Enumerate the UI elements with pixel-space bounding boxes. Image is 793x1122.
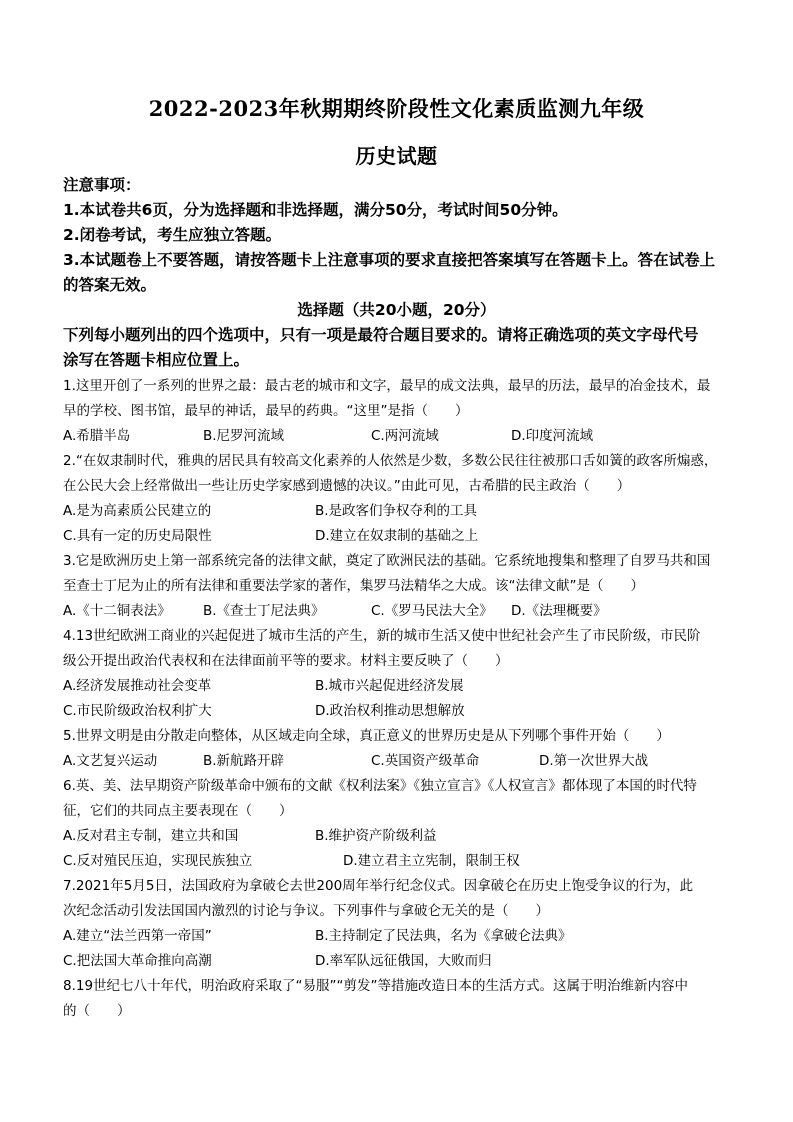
- section-instruction: 涂写在答题卡相应位置上。: [63, 351, 250, 369]
- notice-item: 2.闭卷考试，考生应独立答题。: [63, 226, 282, 244]
- question-8-stem: 8.19世纪七八十年代，明治政府采取了“易服”“剪发”等措施改造日本的生活方式。这属于明治维新内容中: [63, 978, 689, 994]
- question-4-option-c: C.市民阶级政治权利扩大: [63, 703, 212, 719]
- notice-item: 1.本试卷共6页，分为选择题和非选择题，满分50分，考试时间50分钟。: [63, 201, 568, 219]
- question-2-option-c: C.具有一定的历史局限性: [63, 528, 212, 544]
- question-3-option-d: D.《法理概要》: [511, 603, 607, 619]
- question-5-option-a: A.文艺复兴运动: [63, 753, 158, 769]
- question-3-option-a: A.《十二铜表法》: [63, 603, 171, 619]
- question-2-option-a: A.是为高素质公民建立的: [63, 503, 212, 519]
- question-6-stem: 征，它们的共同点主要表现在（ ）: [63, 803, 293, 819]
- notice-item: 的答案无效。: [63, 276, 157, 294]
- notice-heading: 注意事项：: [63, 176, 141, 194]
- question-6-option-b: B.维护资产阶级利益: [315, 828, 437, 844]
- question-1-option-b: B.尼罗河流域: [203, 428, 285, 444]
- question-7-stem: 7.2021年5月5日，法国政府为拿破仑去世200周年举行纪念仪式。因拿破仑在历史上饱受争议的行为，此: [63, 878, 694, 894]
- question-5-stem: 5.世界文明是由分散走向整体，从区域走向全球，真正意义的世界历史是从下列哪个事件开始（ ）: [63, 728, 670, 744]
- question-4-stem: 级公开提出政治代表权和在法律面前平等的要求。材料主要反映了（ ）: [63, 653, 509, 669]
- question-4-option-d: D.政治权利推动思想解放: [315, 703, 465, 719]
- question-7-option-c: C.把法国大革命推向高潮: [63, 953, 212, 969]
- question-2-option-b: B.是政客们争权夺利的工具: [315, 503, 478, 519]
- question-5-option-d: D.第一次世界大战: [539, 753, 649, 769]
- question-2-option-d: D.建立在奴隶制的基础之上: [315, 528, 479, 544]
- question-3-option-b: B.《查士丁尼法典》: [203, 603, 325, 619]
- question-7-option-a: A.建立“法兰西第一帝国”: [63, 928, 212, 944]
- question-5-option-b: B.新航路开辟: [203, 753, 285, 769]
- question-1-stem: 1.这里开创了一系列的世界之最：最古老的城市和文字，最早的成文法典，最早的历法，最早的冶金技术，最: [63, 378, 711, 394]
- exam-subtitle: 历史试题: [355, 144, 438, 168]
- section-title: 选择题（共20小题，20分）: [297, 301, 496, 319]
- question-2-stem: 2.“在奴隶制时代，雅典的居民具有较高文化素养的人依然是少数，多数公民往往被那口舌如簧的政客所煽惑，: [63, 453, 718, 469]
- question-6-option-c: C.反对殖民压迫，实现民族独立: [63, 853, 253, 869]
- notice-item: 3.本试题卷上不要答题，请按答题卡上注意事项的要求直接把答案填写在答题卡上。答在试卷上: [63, 251, 716, 269]
- question-3-stem: 3.它是欧洲历史上第一部系统完备的法律文献，奠定了欧洲民法的基础。它系统地搜集和整理了自罗马共和国: [63, 553, 711, 569]
- question-7-option-b: B.主持制定了民法典，名为《拿破仑法典》: [315, 928, 572, 944]
- question-1-stem: 早的学校、图书馆，最早的神话，最早的药典。“这里”是指（ ）: [63, 403, 469, 419]
- question-4-stem: 4.13世纪欧洲工商业的兴起促进了城市生活的产生，新的城市生活又使中世纪社会产生了市民阶级，市民阶: [63, 628, 701, 644]
- question-6-stem: 6.英、美、法早期资产阶级革命中颁布的文献《权利法案》《独立宣言》《人权宣言》都体现了本国的时代特: [63, 778, 697, 794]
- question-5-option-c: C.英国资产级革命: [371, 753, 480, 769]
- question-4-option-b: B.城市兴起促进经济发展: [315, 678, 464, 694]
- question-7-option-d: D.率军队远征俄国，大败而归: [315, 953, 492, 969]
- question-6-option-a: A.反对君主专制，建立共和国: [63, 828, 239, 844]
- question-6-option-d: D.建立君主立宪制，限制王权: [343, 853, 520, 869]
- question-2-stem: 在公民大会上经常做出一些让历史学家感到遗憾的决议。”由此可见，古希腊的民主政治（ ）: [63, 478, 631, 494]
- question-8-stem: 的（ ）: [63, 1003, 131, 1019]
- question-3-stem: 至查士丁尼为止的所有法律和重要法学家的著作，集罗马法精华之大成。该“法律文献”是（ ）: [63, 578, 644, 594]
- section-instruction: 下列每小题列出的四个选项中，只有一项是最符合题目要求的。请将正确选项的英文字母代号: [63, 326, 699, 344]
- question-1-option-c: C.两河流域: [371, 428, 439, 444]
- question-3-option-c: C.《罗马民法大全》: [371, 603, 493, 619]
- question-4-option-a: A.经济发展推动社会变革: [63, 678, 212, 694]
- question-7-stem: 次纪念活动引发法国国内激烈的讨论与争议。下列事件与拿破仑无关的是（ ）: [63, 903, 549, 919]
- question-1-option-a: A.希腊半岛: [63, 428, 131, 444]
- exam-title: 2022-2023年秋期期终阶段性文化素质监测九年级: [148, 96, 645, 121]
- question-1-option-d: D.印度河流域: [511, 428, 594, 444]
